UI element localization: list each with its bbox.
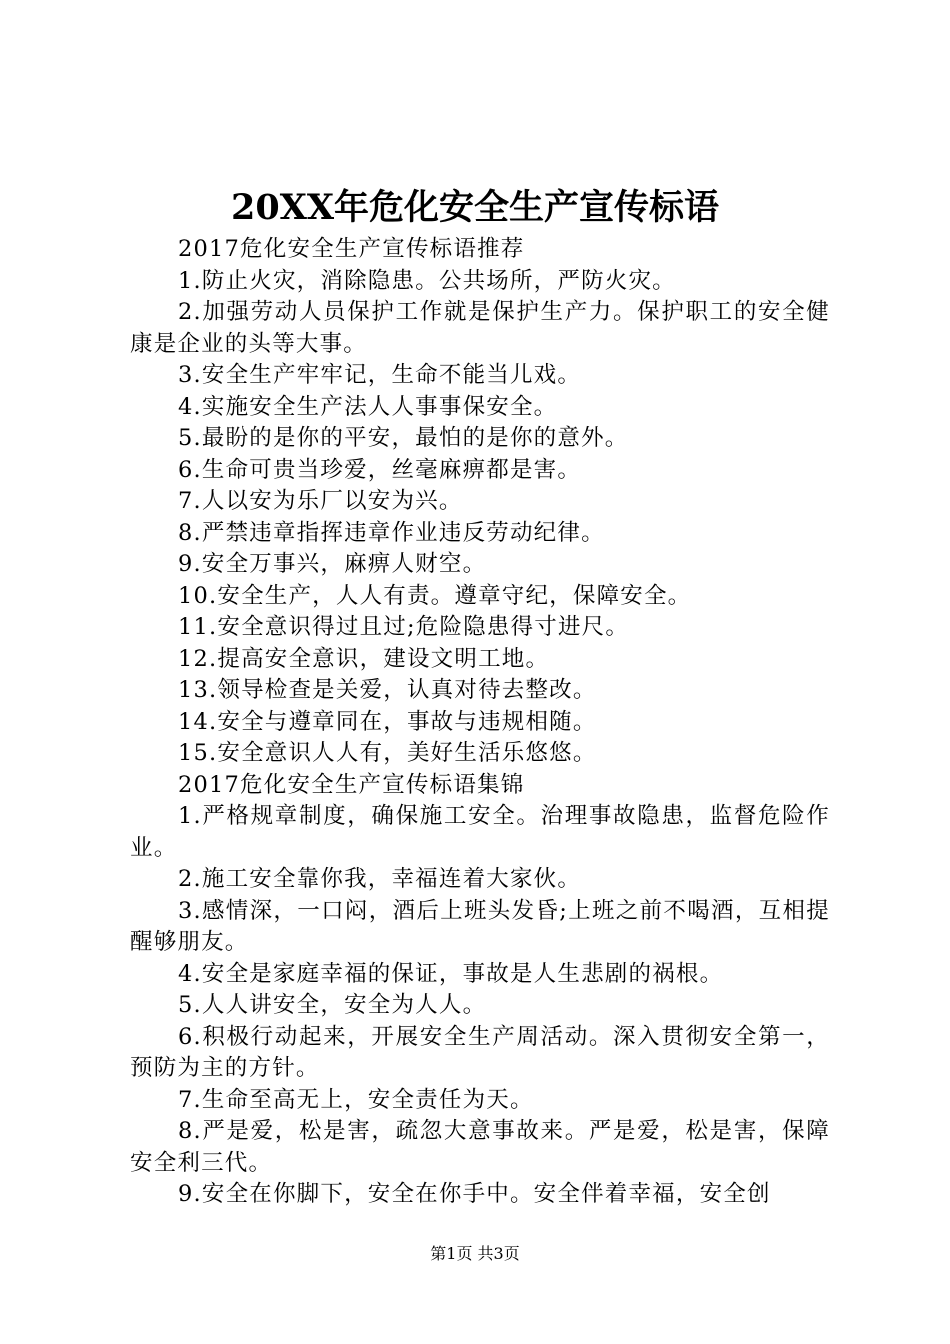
slogan-item: 5.人人讲安全，安全为人人。: [178, 992, 487, 1018]
slogan-item: 13.领导检查是关爱，认真对待去整改。: [178, 677, 597, 703]
document-title: 20XX年危化安全生产宣传标语: [230, 187, 720, 228]
section-heading: 2017危化安全生产宣传标语推荐: [178, 236, 525, 262]
slogan-item: 11.安全意识得过且过;危险隐患得寸进尺。: [178, 614, 630, 640]
slogan-item: 8.严是爱，松是害，疏忽大意事故来。严是爱，松是害，保障安全利三代。: [130, 1118, 830, 1176]
slogan-item: 7.生命至高无上，安全责任为天。: [178, 1086, 534, 1113]
slogan-item: 2.施工安全靠你我，幸福连着大家伙。: [178, 866, 582, 892]
slogan-item: 3.感情深，一口闷，酒后上班头发昏;上班之前不喝酒，互相提醒够朋友。: [130, 897, 830, 955]
section-heading: 2017危化安全生产宣传标语集锦: [178, 771, 525, 798]
slogan-item: 4.安全是家庭幸福的保证，事故是人生悲剧的祸根。: [178, 960, 724, 987]
slogan-item: 9.安全万事兴，麻痹人财空。: [178, 551, 487, 577]
document-body: [130, 234, 830, 1211]
slogan-item: 3.安全生产牢牢记，生命不能当儿戏。: [178, 362, 582, 388]
slogan-item: 5.最盼的是你的平安，最怕的是你的意外。: [178, 425, 629, 451]
slogan-item: 14.安全与遵章同在，事故与违规相随。: [178, 708, 597, 735]
slogan-item: 12.提高安全意识，建设文明工地。: [178, 645, 550, 672]
slogan-item: 8.严禁违章指挥违章作业违反劳动纪律。: [178, 519, 605, 546]
slogan-item: 1.严格规章制度，确保施工安全。治理事故隐患，监督危险作业。: [130, 803, 830, 861]
slogan-item: 6.积极行动起来，开展安全生产周活动。深入贯彻安全第一，预防为主的方针。: [130, 1023, 830, 1081]
slogan-item: 9.安全在你脚下，安全在你手中。安全伴着幸福，安全创: [178, 1181, 771, 1207]
slogan-item: 15.安全意识人人有，美好生活乐悠悠。: [178, 740, 597, 766]
slogan-item: 4.实施安全生产法人人事事保安全。: [178, 393, 558, 420]
slogan-item: 10.安全生产，人人有责。遵章守纪，保障安全。: [178, 582, 692, 609]
slogan-item: 7.人以安为乐厂以安为兴。: [178, 488, 463, 514]
slogan-item: 1.防止火灾，消除隐患。公共场所，严防火灾。: [178, 267, 676, 294]
slogan-item: 6.生命可贵当珍爱，丝毫麻痹都是害。: [178, 456, 582, 483]
page-footer: 第1页 共3页: [430, 1244, 520, 1263]
slogan-item: 2.加强劳动人员保护工作就是保护生产力。保护职工的安全健康是企业的头等大事。: [130, 299, 830, 357]
